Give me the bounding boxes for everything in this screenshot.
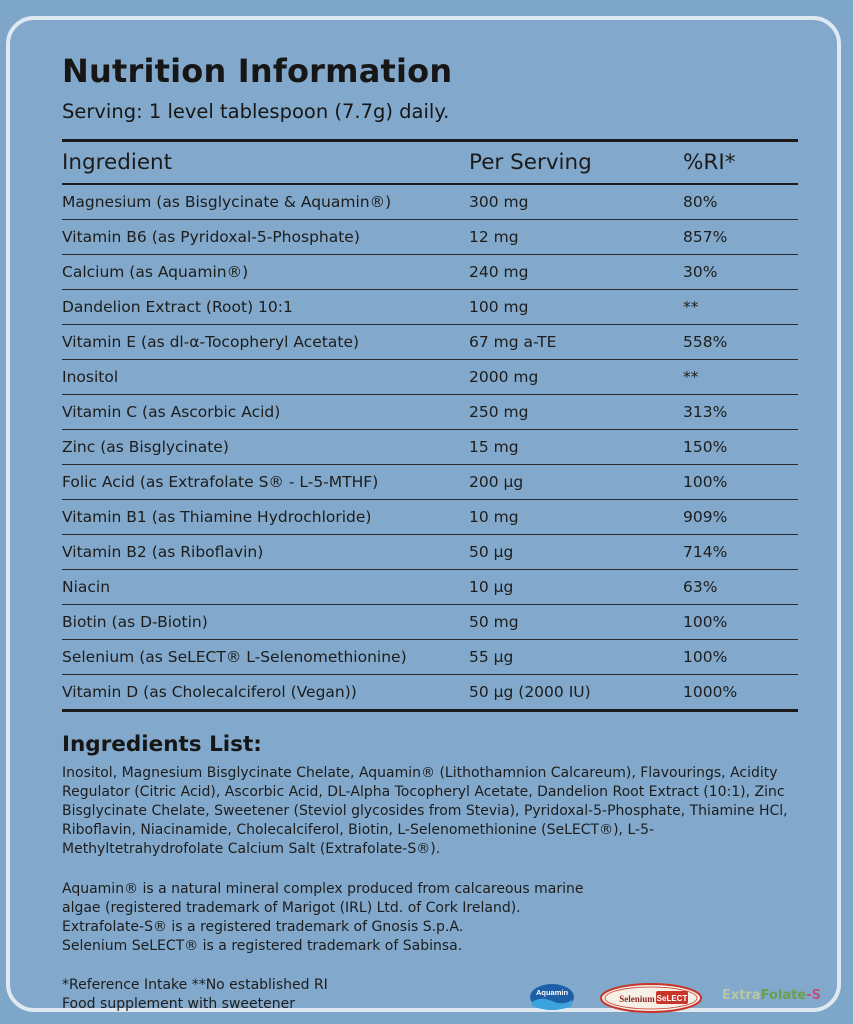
cell-ingredient: Vitamin E (as dl-α-Tocopheryl Acetate) xyxy=(62,325,469,360)
cell-ri: 63% xyxy=(683,570,798,605)
table-row xyxy=(62,500,798,535)
cell-ri: 909% xyxy=(683,500,798,535)
cell-ri: 857% xyxy=(683,220,798,255)
cell-per-serving: 240 mg xyxy=(469,255,683,290)
reference-intake-note: *Reference Intake **No established RI xyxy=(62,977,328,993)
column-header-ri: %RI* xyxy=(683,141,798,185)
cell-per-serving: 200 µg xyxy=(469,465,683,500)
cell-per-serving: 50 µg (2000 IU) xyxy=(469,683,591,701)
cell-ri: 150% xyxy=(683,430,798,465)
cell-per-serving: 12 mg xyxy=(469,220,683,255)
cell-ingredient: Inositol xyxy=(62,360,469,395)
cell-ingredient: Magnesium (as Bisglycinate & Aquamin®) xyxy=(62,184,469,220)
cell-ri: 100% xyxy=(683,640,798,675)
serving-info: Serving: 1 level tablespoon (7.7g) daily. xyxy=(62,100,450,123)
cell-ingredient: Niacin xyxy=(62,570,469,605)
trademark-notes xyxy=(62,880,662,956)
column-header-per-serving: Per Serving xyxy=(469,141,683,185)
cell-per-serving: 67 mg a-TE xyxy=(469,325,683,360)
table-row xyxy=(62,640,798,675)
column-header-ingredient: Ingredient xyxy=(62,141,469,185)
cell-per-serving: 100 mg xyxy=(469,290,683,325)
table-row xyxy=(62,184,798,220)
cell-ingredient: Vitamin B1 (as Thiamine Hydrochloride) xyxy=(62,500,469,535)
cell-per-serving: 50 µg xyxy=(469,535,683,570)
trademark-line: Extrafolate-S® is a registered trademark of Gnosis S.p.A. xyxy=(62,919,464,935)
cell-per-serving: 15 mg xyxy=(469,430,683,465)
cell-ingredient: Dandelion Extract (Root) 10:1 xyxy=(62,290,469,325)
cell-ingredient: Biotin (as D-Biotin) xyxy=(62,605,469,640)
table-body xyxy=(62,184,798,711)
cell-per-serving: 10 mg xyxy=(469,500,683,535)
cell-per-serving: 250 mg xyxy=(469,395,683,430)
aquamin-logo-text: Aquamin xyxy=(535,988,569,997)
cell-ingredient: Vitamin B6 (as Pyridoxal-5-Phosphate) xyxy=(62,220,469,255)
extrafolate-logo-part: -S xyxy=(806,988,821,1003)
extrafolate-logo xyxy=(722,988,821,1003)
table-row xyxy=(62,220,798,255)
cell-ingredient: Folic Acid (as Extrafolate S® - L-5-MTHF) xyxy=(62,465,469,500)
cell-ri: 714% xyxy=(683,535,798,570)
nutrition-panel xyxy=(6,16,841,1012)
cell-ingredient: Vitamin D (as Cholecalciferol (Vegan)) xyxy=(62,683,357,701)
cell-ri: 313% xyxy=(683,395,798,430)
select-logo-text: SeLECT xyxy=(656,994,688,1003)
table-row xyxy=(62,570,798,605)
table-row xyxy=(62,465,798,500)
table-row xyxy=(62,535,798,570)
ingredients-text: Inositol, Magnesium Bisglycinate Chelate, Aquamin® (Lithothamnion Calcareum), Flavourings, Acidity Regulator (Citric Acid), Ascorbic Acid, DL-Alpha Tocopheryl Acetate, Dandelion Root Extract (10:1), Zinc Bisglycinate Chelate, Sweetener (Steviol glycosides from Stevia), Pyridoxal-5-Phosphate, Thiamine HCl, Riboflavin, Niacinamide, Cholecalciferol, Biotin, L-Selenomethionine (SeLECT®), L-5-Methyltetrahydrofolate Calcium Salt (Extrafolate-S®). xyxy=(62,765,788,857)
cell-ingredient: Calcium (as Aquamin®) xyxy=(62,255,469,290)
trademark-line: algae (registered trademark of Marigot (IRL) Ltd. of Cork Ireland). xyxy=(62,900,521,916)
table-row xyxy=(62,605,798,640)
footer-notes xyxy=(62,976,328,1014)
table-row xyxy=(62,395,798,430)
nutrition-table xyxy=(62,139,798,712)
cell-ri: 100% xyxy=(683,605,798,640)
table-row xyxy=(62,675,798,711)
selenium-logo-text: Selenium xyxy=(619,994,655,1004)
cell-ri: 100% xyxy=(683,465,798,500)
cell-ri: 1000% xyxy=(683,683,738,701)
cell-per-serving: 55 µg xyxy=(469,640,683,675)
table-row xyxy=(62,360,798,395)
cell-per-serving: 10 µg xyxy=(469,570,683,605)
cell-ingredient: Selenium (as SeLECT® L-Selenomethionine) xyxy=(62,640,469,675)
trademark-line: Aquamin® is a natural mineral complex produced from calcareous marine xyxy=(62,881,584,897)
aquamin-logo xyxy=(529,982,575,1012)
cell-ri: 30% xyxy=(683,255,798,290)
supplement-note: Food supplement with sweetener xyxy=(62,996,295,1012)
extrafolate-logo-part: Folate xyxy=(760,988,807,1003)
cell-ingredient: Vitamin B2 (as Riboflavin) xyxy=(62,535,469,570)
table-row xyxy=(62,430,798,465)
cell-ingredient: Zinc (as Bisglycinate) xyxy=(62,430,469,465)
ingredients-title: Ingredients List: xyxy=(62,732,262,757)
trademark-line: Selenium SeLECT® is a registered trademark of Sabinsa. xyxy=(62,938,463,954)
cell-ri: 558% xyxy=(683,325,798,360)
cell-ingredient: Vitamin C (as Ascorbic Acid) xyxy=(62,395,469,430)
table-header-row xyxy=(62,141,798,185)
table-row xyxy=(62,255,798,290)
cell-per-serving: 50 mg xyxy=(469,605,683,640)
cell-ri: ** xyxy=(683,360,798,395)
table-row xyxy=(62,325,798,360)
page-title: Nutrition Information xyxy=(62,52,453,90)
table-row xyxy=(62,290,798,325)
cell-per-serving: 300 mg xyxy=(469,184,683,220)
cell-per-serving: 2000 mg xyxy=(469,360,683,395)
cell-ri: 80% xyxy=(683,184,798,220)
selenium-select-logo xyxy=(599,982,703,1014)
extrafolate-logo-part: Extra xyxy=(722,988,761,1003)
cell-ri: ** xyxy=(683,290,798,325)
